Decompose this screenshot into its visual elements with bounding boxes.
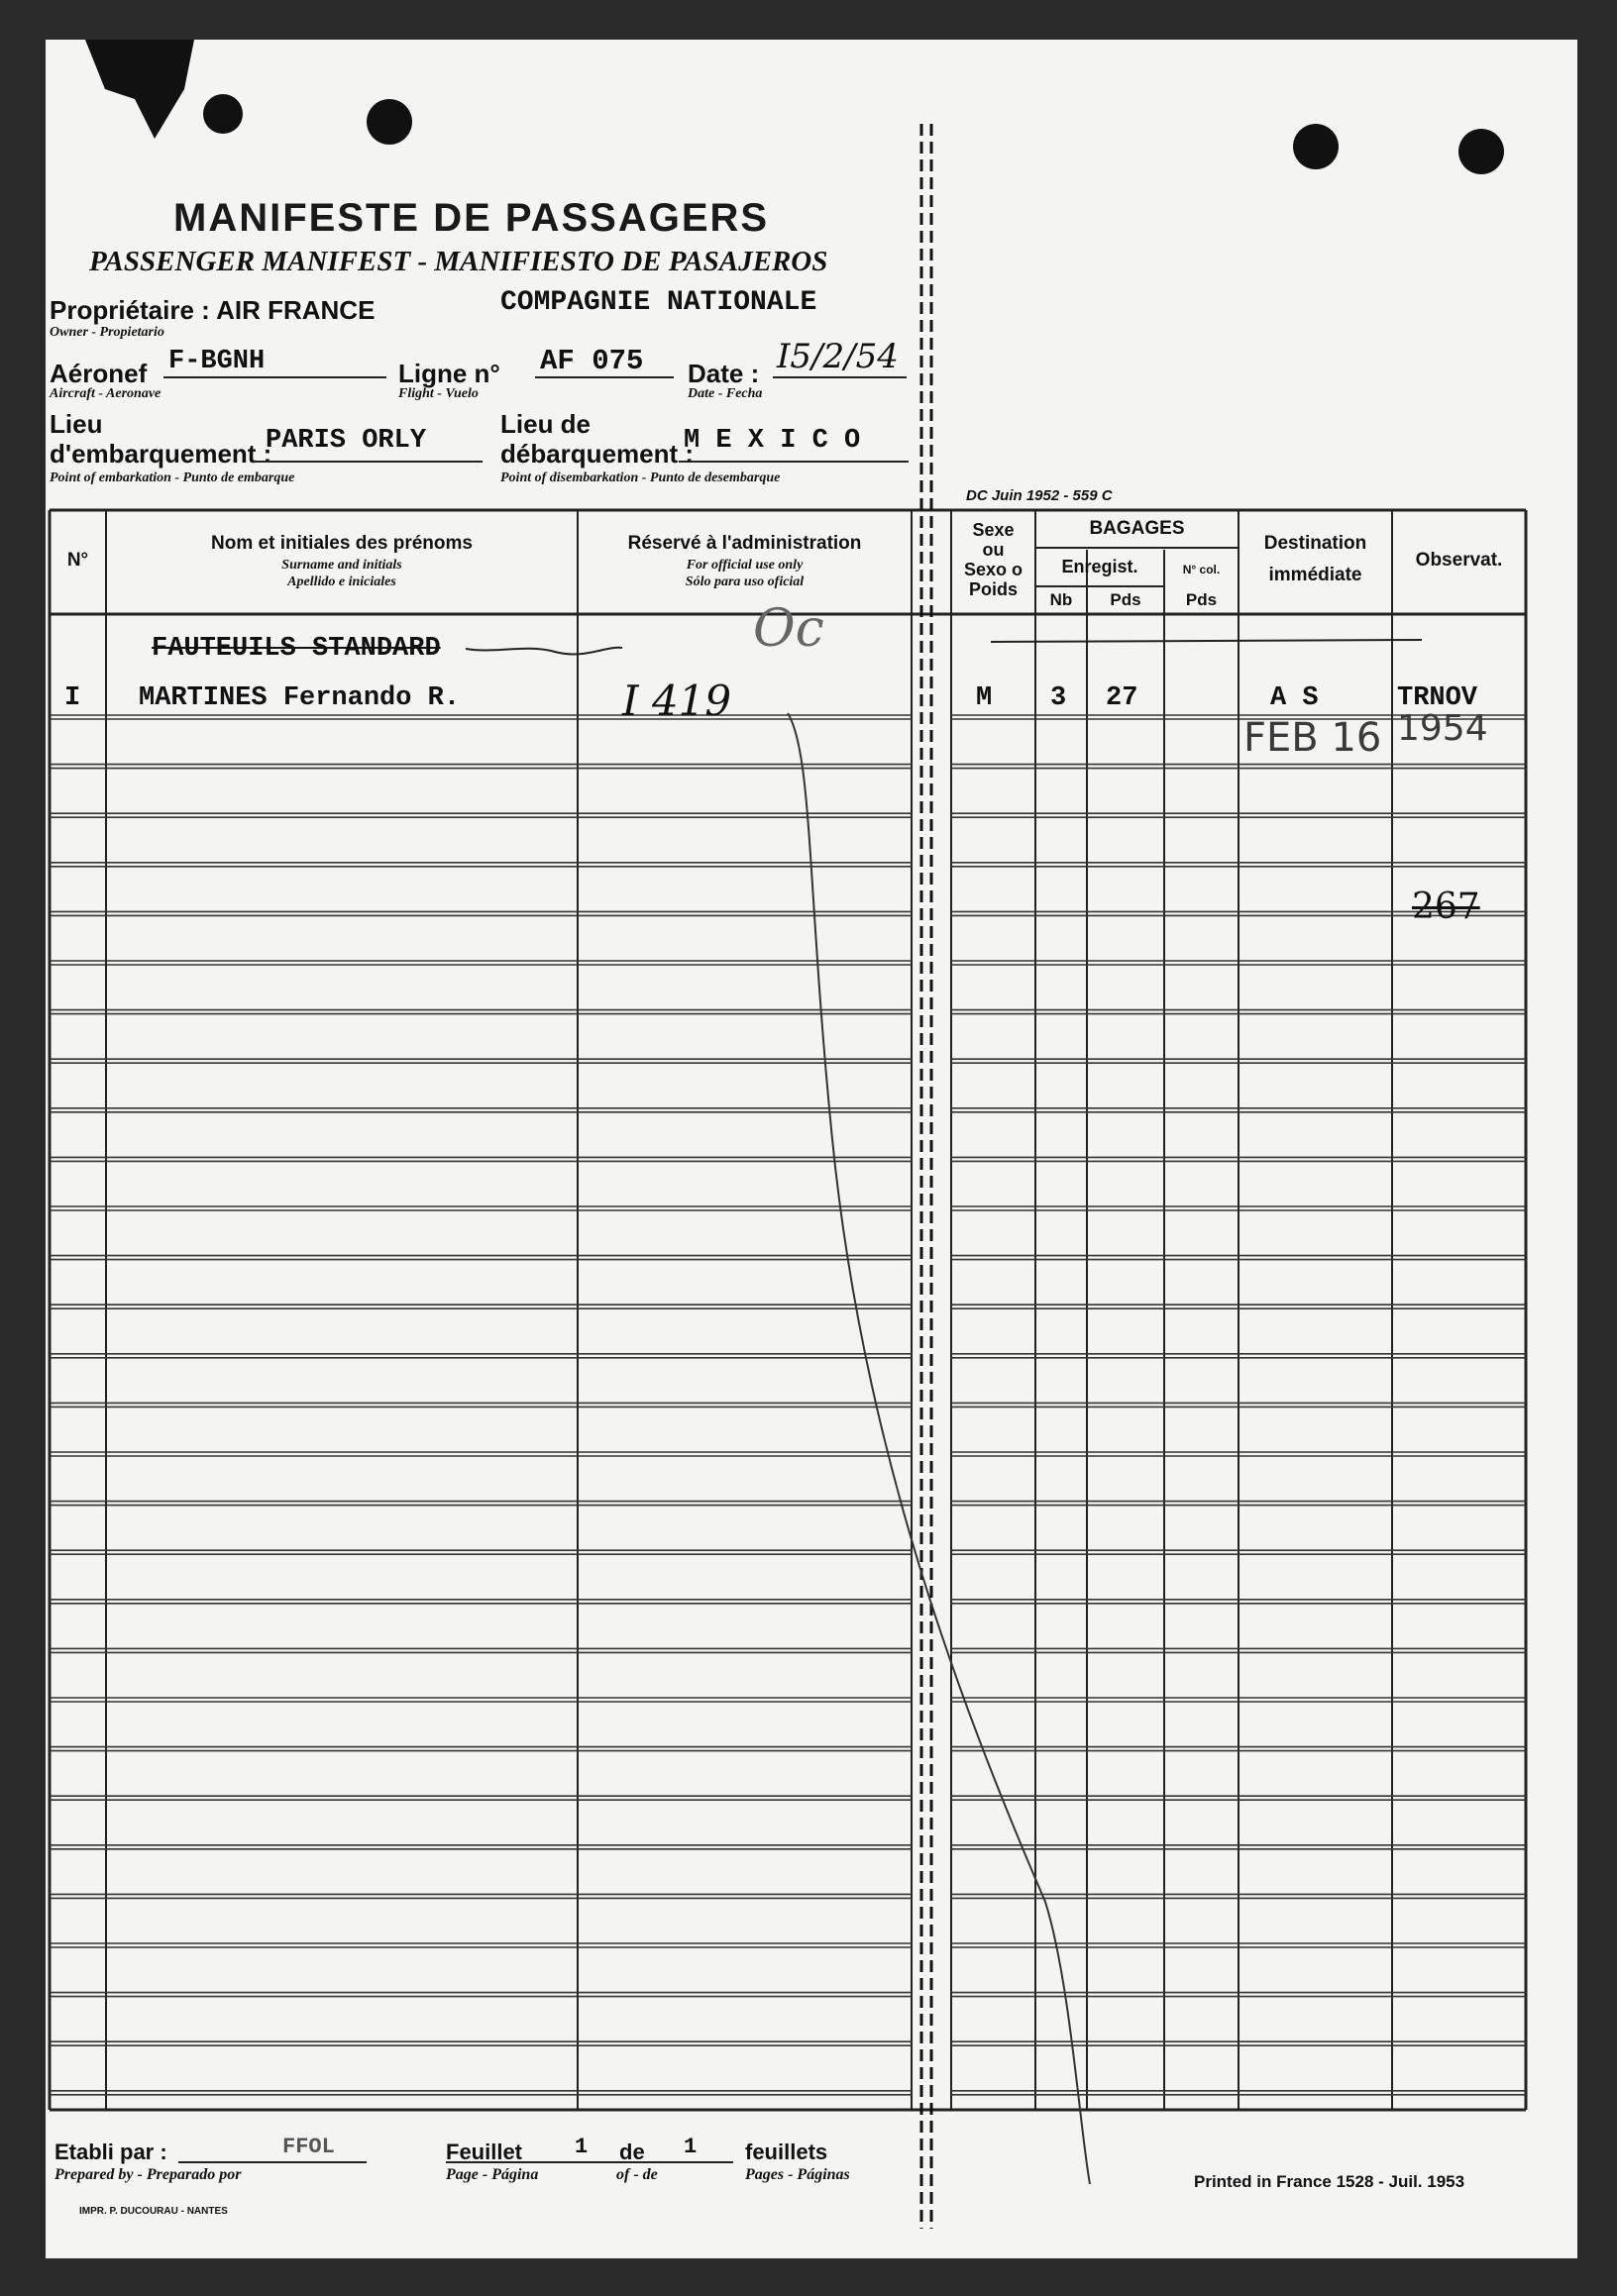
received-stamp-date: FEB 16 — [1243, 715, 1382, 761]
col-pds-header: Pds — [1110, 590, 1141, 609]
page-sub: Page - Página — [446, 2166, 539, 2183]
sheet-no: 1 — [575, 2135, 589, 2159]
received-stamp-year: 1954 — [1397, 708, 1488, 749]
form-code: DC Juin 1952 - 559 C — [966, 487, 1113, 504]
sheet-total: 1 — [684, 2135, 698, 2159]
col-admin-header-en: For official use only — [686, 558, 804, 573]
admin-initials: Oc — [753, 599, 824, 659]
date-sub: Date - Fecha — [688, 386, 763, 401]
flight-label: Ligne n° — [398, 359, 500, 388]
row1-nb: 3 — [1050, 683, 1067, 713]
flight-value: AF 075 — [540, 345, 644, 377]
row1-sex: M — [976, 683, 993, 713]
of-sub: of - de — [616, 2166, 658, 2183]
disembarkation-value: M E X I C O — [684, 426, 861, 456]
row1-pds: 27 — [1106, 683, 1138, 713]
col-sex-header-4: Poids — [968, 579, 1018, 599]
col-name-header: Nom et initiales des prénoms — [211, 533, 473, 554]
printed-in-france: Printed in France 1528 - Juil. 1953 — [1194, 2172, 1465, 2191]
row1-name: MARTINES Fernando R. — [139, 683, 461, 713]
col-observ-header: Observat. — [1415, 550, 1503, 571]
col-coll-pds-header: Pds — [1185, 590, 1218, 609]
row1-dest: A S — [1270, 683, 1319, 713]
col-sex-header-1: Sexe — [972, 520, 1015, 540]
row1-observ: TRNOV — [1397, 683, 1478, 713]
sheet-label: Feuillet — [446, 2139, 523, 2164]
col-admin-header: Réservé à l'administration — [627, 533, 862, 554]
pages-sub: Pages - Páginas — [745, 2166, 850, 2183]
printer-credit: IMPR. P. DUCOURAU - NANTES — [79, 2206, 228, 2217]
col-dest-header-2: immédiate — [1268, 565, 1362, 585]
row1-no: I — [64, 683, 81, 713]
col-sex-header-3: Sexo o — [963, 560, 1024, 579]
established-value: FFOL — [282, 2135, 335, 2159]
embarkation-label-2: d'embarquement : — [50, 439, 272, 469]
col-sex-header-2: ou — [982, 540, 1005, 560]
col-baggage-header: BAGAGES — [1089, 518, 1185, 539]
of-label: de — [619, 2139, 645, 2164]
col-no-header: N° — [66, 550, 89, 571]
note-number: 267 — [1412, 887, 1480, 927]
disembarkation-sub: Point of disembarkation - Punto de desembarque — [500, 470, 781, 485]
established-sub: Prepared by - Preparado por — [54, 2166, 242, 2183]
col-coll-no-header: N° col. — [1182, 563, 1221, 576]
section-label: FAUTEUILS STANDARD — [152, 634, 441, 664]
aircraft-value: F-BGNH — [168, 347, 266, 376]
embarkation-sub: Point of embarkation - Punto de embarque — [50, 470, 295, 485]
aircraft-label: Aéronef — [50, 359, 148, 388]
col-name-header-en: Surname and initials — [281, 558, 402, 573]
owner-label: Propriétaire : AIR FRANCE — [50, 295, 376, 325]
embarkation-value: PARIS ORLY — [266, 426, 427, 456]
page-title: MANIFESTE DE PASSAGERS — [173, 196, 770, 240]
sheets-label: feuillets — [745, 2139, 828, 2164]
col-name-header-es: Apellido e iniciales — [287, 574, 396, 589]
embarkation-label-1: Lieu — [50, 409, 103, 439]
disembarkation-label-2: débarquement : — [500, 439, 695, 469]
disembarkation-label-1: Lieu de — [500, 409, 592, 439]
col-registered-header: Enregist. — [1061, 557, 1138, 576]
owner-sub: Owner - Propietario — [50, 325, 164, 340]
established-label: Etabli par : — [54, 2139, 167, 2164]
aircraft-sub: Aircraft - Aeronave — [50, 386, 162, 401]
owner-value: COMPAGNIE NATIONALE — [500, 287, 817, 318]
flight-sub: Flight - Vuelo — [398, 386, 479, 401]
col-dest-header-1: Destination — [1263, 533, 1367, 554]
date-label: Date : — [688, 359, 760, 388]
date-value: I5/2/54 — [777, 337, 899, 376]
col-admin-header-es: Sólo para uso oficial — [685, 574, 805, 589]
row1-admin: I 419 — [622, 677, 732, 725]
col-nb-header: Nb — [1049, 590, 1073, 609]
page-subtitle: PASSENGER MANIFEST - MANIFIESTO DE PASAJEROS — [89, 246, 828, 277]
